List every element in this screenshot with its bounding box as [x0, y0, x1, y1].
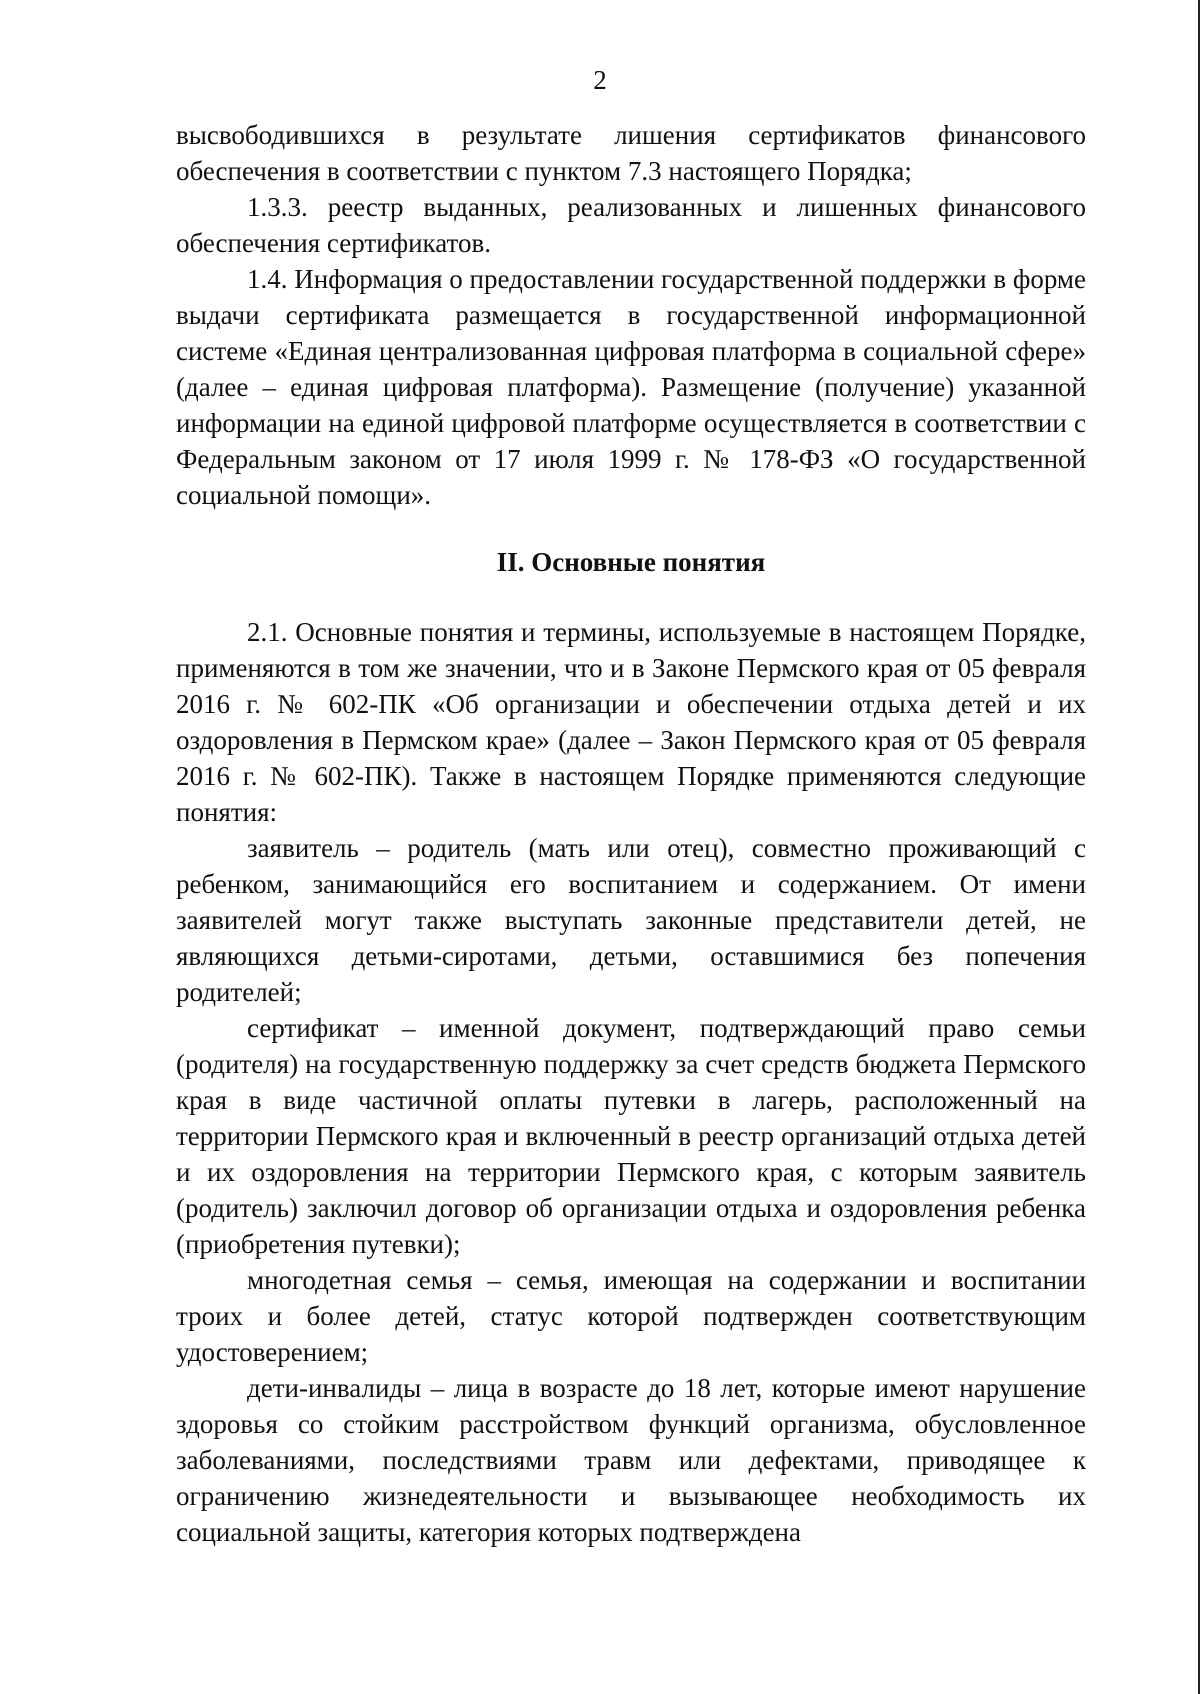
- paragraph-continuation: высвободившихся в результате лишения сертификатов финансового обеспечения в соответствии с пунктом 7.3 настоящего Порядка;: [176, 120, 1086, 186]
- document-body: [176, 117, 1086, 1550]
- definition-disabled-children: дети-инвалиды – лица в возрасте до 18 лет, которые имеют нарушение здоровья со стойким расстройством функций организма, обусловленное заболеваниями, последствиями травм или дефектами, приводящее к ограничению жизнедеятельности и вызывающее необходимость их социальной защиты, категория которых подтверждена: [176, 1373, 1086, 1547]
- definition-applicant: заявитель – родитель (мать или отец), совместно проживающий с ребенком, занимающийся его воспитанием и содержанием. От имени заявителей могут также выступать законные представители детей, не являющихся детьми-сиротами, детьми, оставшимися без попечения родителей;: [176, 833, 1086, 1007]
- paragraph-2-1: 2.1. Основные понятия и термины, используемые в настоящем Порядке, применяются в том же значении, что и в Законе Пермского края от 05 февраля 2016 г. № 602-ПК «Об организации и обеспечении отдыха детей и их оздоровления в Пермском крае» (далее – Закон Пермского края от 05 февраля 2016 г. № 602-ПК). Также в настоящем Порядке применяются следующие понятия:: [176, 617, 1086, 827]
- definition-certificate: сертификат – именной документ, подтверждающий право семьи (родителя) на государственную поддержку за счет средств бюджета Пермского края в виде частичной оплаты путевки в лагерь, расположенный на территории Пермского края и включенный в реестр организаций отдыха детей и их оздоровления на территории Пермского края, с которым заявитель (родитель) заключил договор об организации отдыха и оздоровления ребенка (приобретения путевки);: [176, 1013, 1086, 1259]
- page-number: 2: [593, 65, 607, 95]
- section-heading: II. Основные понятия: [496, 547, 766, 577]
- paragraph-1-3-3: 1.3.3. реестр выданных, реализованных и лишенных финансового обеспечения сертификатов.: [176, 192, 1086, 258]
- definition-large-family: многодетная семья – семья, имеющая на содержании и воспитании троих и более детей, статус которой подтвержден соответствующим удостоверением;: [176, 1265, 1086, 1367]
- paragraph-1-4: 1.4. Информация о предоставлении государственной поддержки в форме выдачи сертификата размещается в государственной информационной системе «Единая централизованная цифровая платформа в социальной сфере» (далее – единая цифровая платформа). Размещение (получение) указанной информации на единой цифровой платформе осуществляется в соответствии с Федеральным законом от 17 июля 1999 г. № 178-ФЗ «О государственной социальной помощи».: [176, 264, 1086, 510]
